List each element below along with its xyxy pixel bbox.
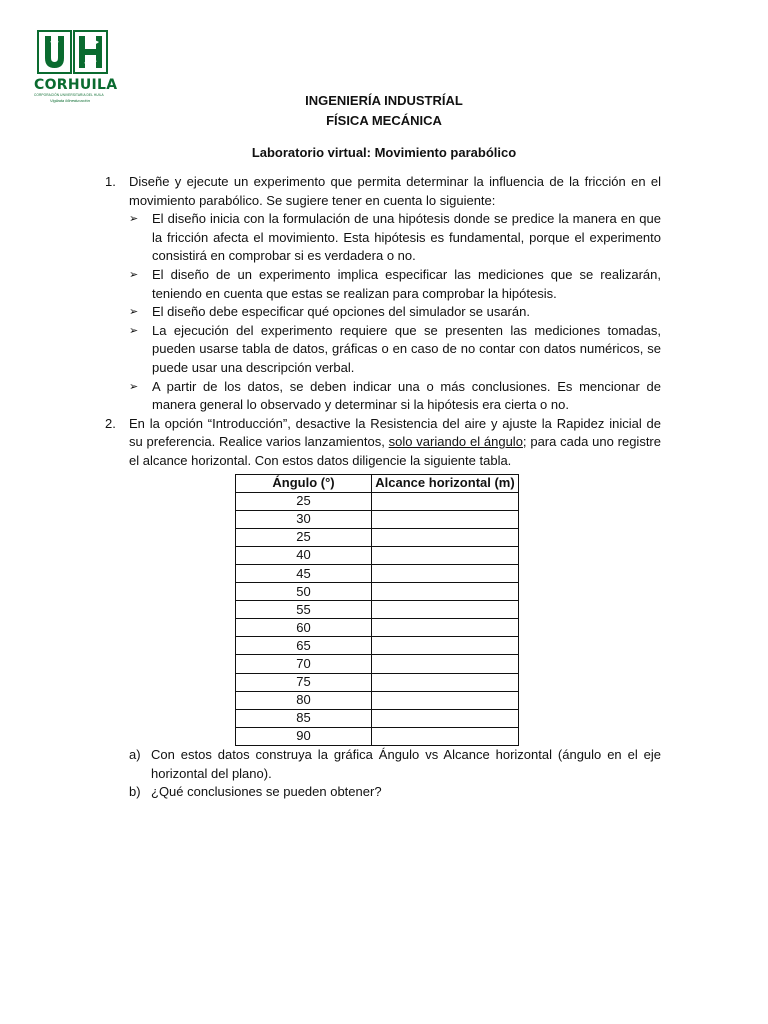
uh-emblem-icon: [37, 30, 109, 74]
angle-cell: 65: [236, 637, 372, 655]
range-cell[interactable]: [372, 546, 519, 564]
arrow-bullet-icon: ➢: [129, 380, 139, 393]
range-cell[interactable]: [372, 637, 519, 655]
range-cell[interactable]: [372, 619, 519, 637]
item-text-part: En la opción “Introducción”, desactive la Resistencia del aire y ajuste la Rapidez inicial de su preferencia. Realice varios lanzamientos,: [129, 415, 661, 450]
bullet-item: [129, 378, 661, 415]
data-table: [235, 474, 519, 746]
table-row: [236, 601, 519, 619]
list-item-1: [105, 173, 661, 415]
arrow-bullet-icon: ➢: [129, 213, 139, 226]
bullet-item: [129, 303, 661, 322]
item-number: 1.: [105, 174, 116, 189]
bullet-text: El diseño inicia con la formulación de una hipótesis donde se predice la manera en que la fricción afecta el movimiento. Esta hipótesis es fundamental, porque el experimento consistirá en comprobar si es verdadera o no.: [152, 211, 661, 264]
table-row: [236, 709, 519, 727]
bullet-text: La ejecución del experimento requiere que se presenten las mediciones tomadas, pueden usarse tabla de datos, gráficas o en caso de no contar con datos numéricos, se puede usar una descripción verbal.: [152, 322, 661, 375]
table-row: [236, 564, 519, 582]
bullet-text: El diseño de un experimento implica especificar las mediciones que se realizarán, teniendo en cuenta que estas se realizan para comprobar la hipótesis.: [152, 266, 661, 301]
angle-cell: 90: [236, 727, 372, 745]
range-cell[interactable]: [372, 564, 519, 582]
angle-cell: 25: [236, 492, 372, 510]
sub-item-b: [129, 783, 661, 802]
table-row: [236, 510, 519, 528]
range-cell[interactable]: [372, 492, 519, 510]
range-cell[interactable]: [372, 673, 519, 691]
item-number: 2.: [105, 415, 116, 431]
range-cell[interactable]: [372, 709, 519, 727]
table-row: [236, 691, 519, 709]
sub-item-label: a): [129, 746, 141, 762]
angle-cell: 80: [236, 691, 372, 709]
angle-cell: 40: [236, 546, 372, 564]
table-row: [236, 583, 519, 601]
table-row: [236, 546, 519, 564]
angle-cell: 70: [236, 655, 372, 673]
logo-subtitle: CORPORACIÓN UNIVERSITARIA DEL HUILA: [34, 93, 104, 97]
underlined-text: solo variando el ángulo: [388, 434, 523, 450]
bullet-text: A partir de los datos, se deben indicar una o más conclusiones. Es mencionar de manera general lo observado y determinar si la hipótesis era cierta o no.: [152, 378, 661, 413]
table-row: [236, 619, 519, 637]
range-cell[interactable]: [372, 727, 519, 745]
program-heading: INGENIERÍA INDUSTRÍAL: [305, 93, 463, 108]
range-cell[interactable]: [372, 583, 519, 601]
table-row: [236, 655, 519, 673]
bullet-list: [129, 210, 661, 415]
angle-cell: 30: [236, 510, 372, 528]
sub-item-text: ¿Qué conclusiones se pueden obtener?: [151, 784, 382, 800]
arrow-bullet-icon: ➢: [129, 268, 139, 281]
sub-item-label: b): [129, 784, 141, 800]
table-row: [236, 637, 519, 655]
sub-item-text: Con estos datos construya la gráfica Ángulo vs Alcance horizontal (ángulo en el eje horizontal del plano).: [151, 746, 661, 781]
bullet-item: [129, 266, 661, 303]
bullet-item: [129, 210, 661, 266]
table-row: [236, 492, 519, 510]
angle-cell: 60: [236, 619, 372, 637]
angle-cell: 50: [236, 583, 372, 601]
table-header-row: [236, 474, 519, 492]
lab-title: Laboratorio virtual: Movimiento parabólico: [251, 145, 517, 160]
range-cell[interactable]: [372, 510, 519, 528]
table-row: [236, 727, 519, 745]
angle-cell: 55: [236, 601, 372, 619]
range-cell[interactable]: [372, 601, 519, 619]
arrow-bullet-icon: ➢: [129, 306, 139, 319]
item-text-part: ; para cada uno registre el alcance horizontal. Con estos datos diligencie la siguiente tabla.: [129, 434, 661, 468]
angle-cell: 75: [236, 673, 372, 691]
angle-cell: 45: [236, 564, 372, 582]
column-header-range: Alcance horizontal (m): [372, 474, 519, 492]
angle-cell: 85: [236, 709, 372, 727]
list-item-2: [105, 415, 661, 471]
table-row: [236, 528, 519, 546]
bullet-item: [129, 322, 661, 378]
course-heading: FÍSICA MECÁNICA: [326, 113, 442, 128]
bullet-text: El diseño debe especificar qué opciones del simulador se usarán.: [152, 304, 530, 320]
item-text: [129, 415, 661, 471]
sub-item-a: [129, 746, 661, 783]
arrow-bullet-icon: ➢: [129, 324, 139, 337]
logo-name: CORHUILA: [34, 77, 118, 93]
range-cell[interactable]: [372, 528, 519, 546]
item-text: Diseñe y ejecute un experimento que permita determinar la influencia de la fricción en el movimiento parabólico. Se sugiere tener en cuenta lo siguiente:: [129, 174, 661, 208]
document-body: [105, 173, 661, 802]
range-cell[interactable]: [372, 691, 519, 709]
column-header-angle: Ángulo (°): [236, 474, 372, 492]
range-cell[interactable]: [372, 655, 519, 673]
table-row: [236, 673, 519, 691]
angle-cell: 25: [236, 528, 372, 546]
logo-motto: Vigilada Mineducación: [50, 98, 90, 103]
